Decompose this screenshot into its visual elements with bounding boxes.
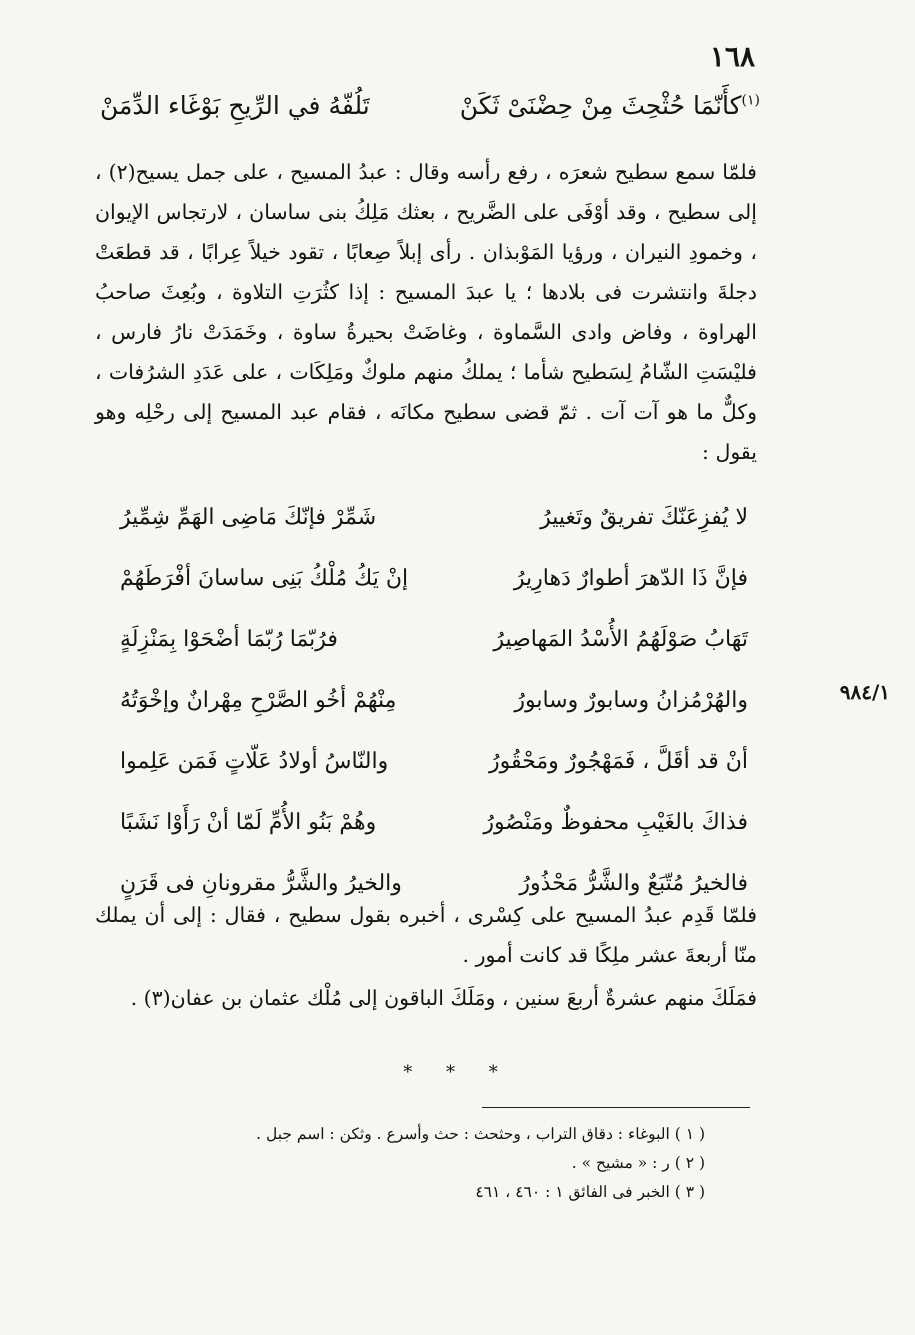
poem-couplet — [120, 678, 748, 739]
footnote-2: ( ٢ ) ر : « مشيح » . — [571, 1154, 705, 1172]
top-verse-left-hemistich: تَلُفّهُ في الرِّيحِ بَوْغَاء الدِّمَنْ — [100, 91, 370, 120]
poem-couplet — [120, 739, 748, 800]
hemistich-right: لا يُفزِعَنّكَ تفريقٌ وتَغييرُ — [540, 505, 748, 530]
top-verse-right-hemistich: $^{(١)}$كأَنّمَا حُثْحِثَ مِنْ حِضْنَىْ ثَكَنْ — [459, 91, 760, 120]
hemistich-left: إنْ يَكُ مُلْكُ بَنِى ساسانَ أفْرَطَهُمْ — [120, 566, 409, 591]
poem — [120, 495, 748, 922]
hemistich-left: وهُمْ بَنُو الأُمِّ لَمّا أنْ رَأَوْا نَشَبًا — [120, 810, 377, 835]
hemistich-left: مِنْهُمْ أخُو الصَّرْحِ مِهْرانٌ وإخْوَتُهُ — [120, 688, 397, 713]
hemistich-left: والخيرُ والشَّرُّ مقرونانِ فى قَرَنٍ — [120, 871, 402, 896]
paragraph-2: فلمّا قَدِم عبدُ المسيح على كِسْرى ، أخبره بقول سطيح ، فقال : إلى أن يملك منّا أربعةَ عشر ملِكًا قد كانت أمور . — [95, 903, 757, 967]
poem-couplet — [120, 617, 748, 678]
poem-couplet — [120, 800, 748, 861]
hemistich-left: والنّاسُ أولادُ عَلّاتٍ فَمَن عَلِموا — [120, 749, 389, 774]
poem-couplet — [120, 556, 748, 617]
footnote-1: ( ١ ) البوغاء : دقاق التراب ، وحثحث : حث وأسرع . وثكن : اسم جبل . — [256, 1125, 705, 1143]
hemistich-right: أنْ قد أقَلَّ ، فَمَهْجُورٌ ومَحْقُورُ — [489, 749, 748, 774]
hemistich-right: تَهَابُ صَوْلَهُمُ الأُسْدُ المَهاصِيرُ — [493, 627, 748, 652]
footnotes — [180, 1120, 705, 1207]
section-separator: * * * — [403, 1062, 512, 1083]
hemistich-right: والهُرْمُزانُ وسابورٌ وسابورُ — [514, 688, 748, 713]
paragraph-1: فلمّا سمع سطيح شعرَه ، رفع رأسه وقال : عبدُ المسيح ، على جمل يسيح(٢) ، إلى سطيح ، وقد أوْفَى على الضَّريح ، بعثك مَلِكُ بنى ساسان ، لارتجاس الإيوان ، وخمودِ النيران ، ورؤيا المَوْبذان . رأى إبلاً صِعابًا ، تقود خيلاً عِرابًا ، قد قطعَتْ دجلةَ وانتشرت فى بلادها ؛ يا عبدَ المسيح : إذا كثُرَتِ التلاوة ، وبُعِثَ صاحبُ الهراوة ، وفاض وادى السَّماوة ، وغاضَتْ بحيرةُ ساوة ، وخَمَدَتْ نارُ فارس ، فليْسَتِ الشّامُ لِسَطيح شأما ؛ يملكُ منهم ملوكٌ ومَلِكَات ، على عَدَدِ الشرُفات ، وكلٌّ ما هو آت آت . ثمّ قضى سطيح مكانَه ، فقام عبد المسيح إلى رحْلِه وهو يقول : — [95, 160, 757, 464]
hemistich-right: فذاكَ بالغَيْبِ محفوظٌ ومَنْصُورُ — [483, 810, 748, 835]
poem-couplet — [120, 495, 748, 556]
hemistich-right: فإنَّ ذَا الدّهرَ أطوارٌ دَهارِيرُ — [513, 566, 748, 591]
footnote-marker: (١) — [741, 92, 760, 109]
hemistich-right: فالخيرُ مُتّبَعٌ والشَّرُّ مَحْذُورُ — [519, 871, 748, 896]
hemistich-left: فرُبّمَا رُبّمَا أضْحَوْا بِمَنْزِلَةٍ — [120, 627, 338, 652]
footnote-3: ( ٣ ) الخبر فى الفائق ١ : ٤٦٠ ، ٤٦١ — [475, 1183, 705, 1201]
footnote-divider — [482, 1107, 750, 1108]
hemistich-left: شَمِّرْ فإنّكَ مَاضِى الهَمِّ شِمِّيرُ — [120, 505, 377, 530]
paragraph-3: فمَلَكَ منهم عشرةٌ أربعَ سنين ، ومَلَكَ الباقون إلى مُلْك عثمان بن عفان(٣) . — [130, 986, 757, 1010]
margin-reference: ٩٨٤/١ — [839, 680, 890, 704]
top-verse — [100, 85, 760, 135]
page-number: ١٦٨ — [709, 40, 755, 73]
